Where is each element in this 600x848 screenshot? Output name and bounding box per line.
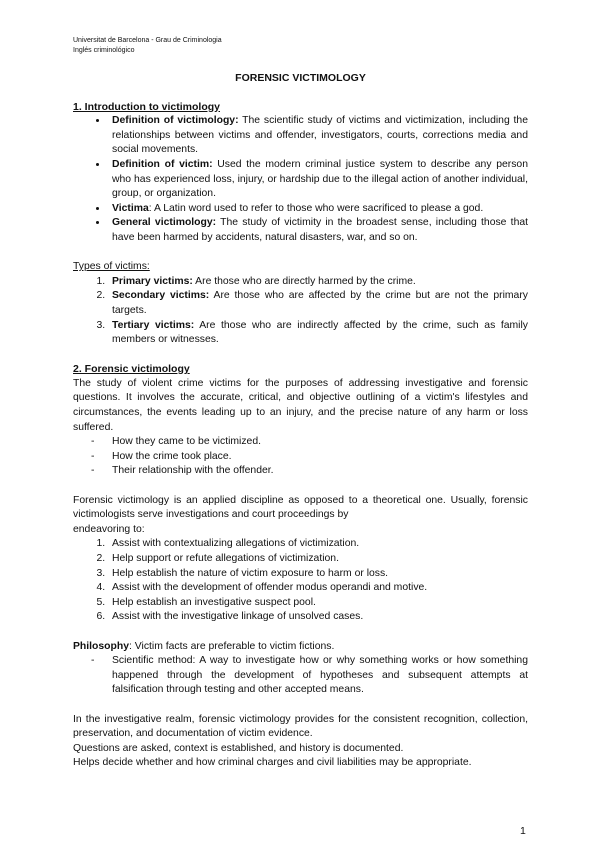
list-item: 3. Help establish the nature of victim exposure to harm or loss. [108, 567, 528, 582]
list-item: - Scientific method: A way to investigate how or why something works or how something happened through the development of hypotheses and subsequent attempts at falsification through testing and other accepted means. [108, 654, 528, 698]
definition: Used the modern criminal justice system to describe any person who has experienced loss, injury, or hardship due to the illegal action of another individual, group, or organization. [112, 158, 528, 200]
list-item: 5. Help establish an investigative suspect pool. [108, 596, 528, 611]
paragraph: The study of violent crime victims for the purposes of addressing investigative and forensic questions. It involves the accurate, critical, and objective outlining of a victim's lifestyles and circumstances, the events leading up to an injury, and the precise nature of any harm or loss suffered. [73, 377, 528, 433]
term: Definition of victim: [112, 158, 213, 170]
definitions-list [73, 114, 528, 245]
term: Primary victims: [112, 275, 193, 287]
list-item [108, 275, 528, 290]
paragraph: Helps decide whether and how criminal charges and civil liabilities may be appropriate. [73, 757, 472, 769]
list-item: - Their relationship with the offender. [108, 464, 528, 479]
term: Tertiary victims: [112, 319, 195, 331]
types-label: Types of victims: [73, 261, 150, 273]
steps-list [73, 537, 528, 625]
paragraph: Forensic victimology is an applied discipline as opposed to a theoretical one. Usually, forensic victimologists serve investigations and court proceedings by [73, 494, 528, 521]
page-number: 1 [520, 825, 526, 837]
list-item [108, 289, 528, 318]
definition: Are those who are directly harmed by the crime. [192, 275, 416, 287]
definition: Are those who are indirectly affected by the crime, such as family members or witnesses. [112, 319, 528, 346]
definition: : A Latin word used to refer to those who were sacrificed to please a god. [148, 202, 484, 214]
paragraph: endeavoring to: [73, 523, 145, 535]
paragraph: Questions are asked, context is established, and history is documented. [73, 742, 404, 754]
running-header [73, 36, 222, 56]
list-item: 2. Help support or refute allegations of victimization. [108, 552, 528, 567]
term: Definition of victimology: [112, 115, 239, 127]
definition: Are those who are affected by the crime but are not the primary targets. [112, 290, 528, 316]
section-2-heading: 2. Forensic victimology [73, 363, 190, 376]
list-item [108, 216, 528, 245]
list-item [108, 114, 528, 158]
dash-list [73, 654, 528, 698]
paragraph: In the investigative realm, forensic victimology provides for the consistent recognition, collection, preservation, and documentation of victim evidence. [73, 713, 528, 740]
types-list [73, 275, 528, 348]
philosophy [73, 640, 528, 655]
document-title: FORENSIC VICTIMOLOGY [235, 72, 366, 84]
list-item: 6. Assist with the investigative linkage of unsolved cases. [108, 610, 528, 625]
term: General victimology: [112, 217, 217, 229]
definition: The scientific study of victims and victimization, including the relationships between victims and offender, investigators, courts, corrections media and social movements. [112, 115, 528, 156]
term: Philosophy [73, 640, 129, 652]
term: Secondary victims: [112, 290, 210, 302]
list-item [108, 319, 528, 348]
list-item: - How the crime took place. [108, 450, 528, 465]
list-item: - How they came to be victimized. [108, 435, 528, 450]
definition: The study of victimity in the broadest sense, including those that have been harmed by accidents, natural disasters, war, and so on. [112, 217, 529, 243]
list-item [108, 158, 528, 202]
header-line-2: Inglés criminológico [73, 47, 135, 54]
section-1-heading: 1. Introduction to victimology [73, 100, 220, 113]
list-item: 4. Assist with the development of offender modus operandi and motive. [108, 581, 528, 596]
list-item: 1. Assist with contextualizing allegations of victimization. [108, 537, 528, 552]
dash-list [73, 435, 528, 479]
definition: : Victim facts are preferable to victim fictions. [129, 640, 335, 652]
header-line-1: Universitat de Barcelona - Grau de Criminologia [73, 37, 222, 44]
document-body [73, 71, 528, 771]
list-item [108, 202, 528, 217]
term: Victima [112, 202, 149, 214]
